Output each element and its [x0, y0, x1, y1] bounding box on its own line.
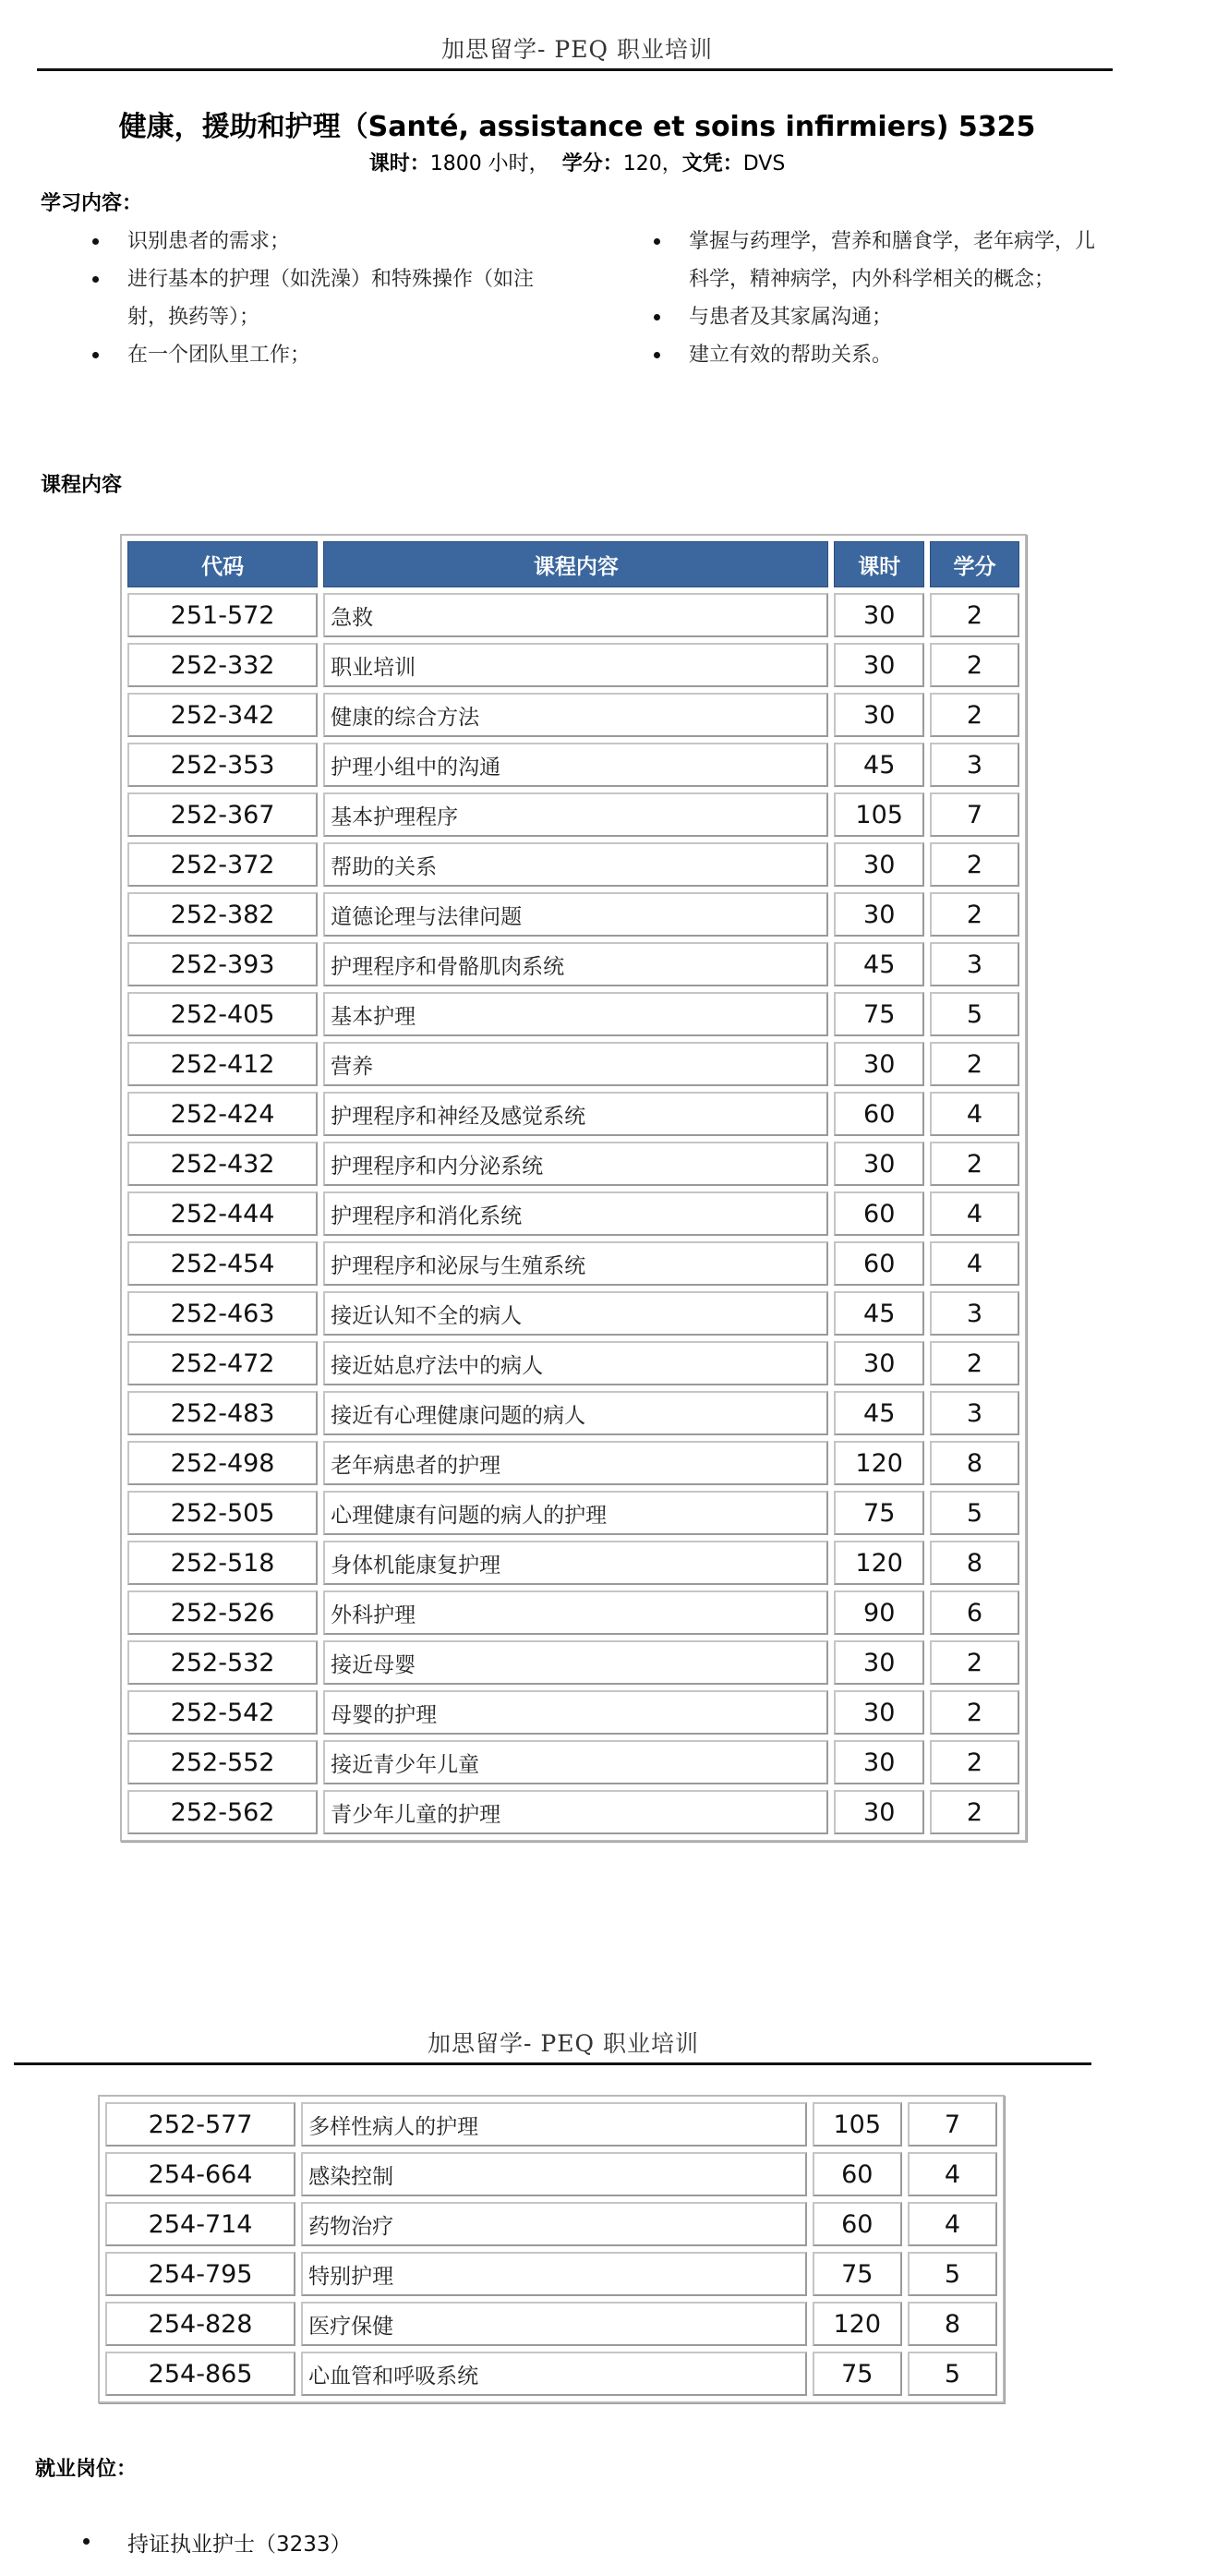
- course-code-cell: 252-532: [127, 1640, 318, 1685]
- course-hours-cell: 30: [834, 842, 923, 887]
- course-code-cell: 252-505: [127, 1491, 318, 1535]
- table-row: [105, 2252, 997, 2296]
- course-hours-cell: 60: [834, 1092, 923, 1136]
- course-code-cell: 252-432: [127, 1142, 318, 1186]
- course-code-cell: 252-498: [127, 1441, 318, 1485]
- course-code-cell: 252-518: [127, 1541, 318, 1585]
- course-code-cell: 254-828: [105, 2302, 295, 2346]
- table-row: [127, 1491, 1019, 1535]
- course-credits-cell: 5: [908, 2252, 997, 2296]
- course-code-cell: 254-664: [105, 2152, 295, 2196]
- course-hours-cell: 30: [834, 693, 923, 737]
- course-name-cell: 接近有心理健康问题的病人: [323, 1391, 828, 1435]
- course-hours-cell: 30: [834, 1790, 923, 1834]
- course-name-cell: 护理小组中的沟通: [323, 743, 828, 787]
- table-header-row: [127, 541, 1019, 587]
- table-row: [127, 792, 1019, 837]
- course-name-cell: 心理健康有问题的病人的护理: [323, 1491, 828, 1535]
- table-row: [105, 2302, 997, 2346]
- course-credits-cell: 2: [930, 1142, 1019, 1186]
- objective-item: 进行基本的护理（如洗澡）和特殊操作（如注射，换药等）；: [85, 260, 565, 336]
- course-name-cell: 健康的综合方法: [323, 693, 828, 737]
- table-row: [127, 992, 1019, 1036]
- course-hours-cell: 120: [834, 1441, 923, 1485]
- course-hours-cell: 30: [834, 1341, 923, 1385]
- course-credits-cell: 3: [930, 942, 1019, 986]
- table-row: [127, 1640, 1019, 1685]
- course-name-cell: 外科护理: [323, 1590, 828, 1635]
- objective-item: 与患者及其家属沟通；: [646, 298, 1108, 336]
- objectives-right-list: [646, 223, 1108, 374]
- page-header: 加思留学- PEQ 职业培训: [441, 36, 713, 63]
- course-code-cell: 252-472: [127, 1341, 318, 1385]
- course-credits-cell: 2: [930, 892, 1019, 937]
- course-name-cell: 感染控制: [301, 2152, 806, 2196]
- course-hours-cell: 30: [834, 1142, 923, 1186]
- course-credits-cell: 2: [930, 593, 1019, 637]
- course-name-cell: 接近认知不全的病人: [323, 1291, 828, 1336]
- course-credits-cell: 7: [908, 2102, 997, 2147]
- course-hours-cell: 120: [813, 2302, 902, 2346]
- header-credits: 学分: [930, 541, 1019, 587]
- course-credits-cell: 3: [930, 1391, 1019, 1435]
- course-hours-cell: 30: [834, 1640, 923, 1685]
- course-code-cell: 252-424: [127, 1092, 318, 1136]
- course-table-continued: [98, 2095, 1005, 2403]
- diploma-label: 文凭：: [681, 152, 743, 175]
- course-credits-cell: 4: [930, 1191, 1019, 1236]
- course-code-cell: 252-526: [127, 1590, 318, 1635]
- course-hours-cell: 45: [834, 942, 923, 986]
- job-item: 持证执业护士（3233）: [35, 2527, 681, 2558]
- course-name-cell: 接近青少年儿童: [323, 1740, 828, 1784]
- course-code-cell: 254-795: [105, 2252, 295, 2296]
- course-code-cell: 252-454: [127, 1241, 318, 1286]
- course-code-cell: 252-562: [127, 1790, 318, 1834]
- course-code-cell: 252-332: [127, 643, 318, 687]
- course-code-cell: 252-463: [127, 1291, 318, 1336]
- course-credits-cell: 2: [930, 693, 1019, 737]
- course-credits-cell: 2: [930, 1341, 1019, 1385]
- credits-label: 学分：: [561, 152, 623, 175]
- table-row: [127, 643, 1019, 687]
- course-name-cell: 急救: [323, 593, 828, 637]
- course-credits-cell: 2: [930, 1740, 1019, 1784]
- table-row: [127, 1142, 1019, 1186]
- course-code-cell: 252-483: [127, 1391, 318, 1435]
- hours-value: 1800 小时，: [429, 152, 549, 175]
- course-credits-cell: 4: [930, 1092, 1019, 1136]
- objective-item: 建立有效的帮助关系。: [646, 336, 1108, 374]
- course-name-cell: 青少年儿童的护理: [323, 1790, 828, 1834]
- course-hours-cell: 105: [813, 2102, 902, 2147]
- program-meta: [0, 148, 1154, 176]
- course-name-cell: 基本护理: [323, 992, 828, 1036]
- credits-value: 120，: [622, 152, 682, 175]
- table-row: [127, 1740, 1019, 1784]
- course-hours-cell: 45: [834, 1291, 923, 1336]
- course-hours-cell: 30: [834, 1740, 923, 1784]
- course-name-cell: 护理程序和泌尿与生殖系统: [323, 1241, 828, 1286]
- course-credits-cell: 2: [930, 1690, 1019, 1735]
- course-code-cell: 252-405: [127, 992, 318, 1036]
- course-code-cell: 252-444: [127, 1191, 318, 1236]
- course-name-cell: 帮助的关系: [323, 842, 828, 887]
- table-row: [105, 2102, 997, 2147]
- course-name-cell: 老年病患者的护理: [323, 1441, 828, 1485]
- objective-item: 掌握与药理学，营养和膳食学，老年病学，儿科学，精神病学，内外科学相关的概念；: [646, 223, 1108, 298]
- diploma-value: DVS: [742, 152, 786, 175]
- course-credits-cell: 5: [930, 992, 1019, 1036]
- course-hours-cell: 75: [813, 2252, 902, 2296]
- table-row: [127, 1092, 1019, 1136]
- course-hours-cell: 45: [834, 1391, 923, 1435]
- course-hours-cell: 75: [834, 992, 923, 1036]
- table-row: [127, 942, 1019, 986]
- course-credits-cell: 6: [930, 1590, 1019, 1635]
- course-hours-cell: 75: [834, 1491, 923, 1535]
- table-row: [105, 2202, 997, 2246]
- course-hours-cell: 30: [834, 1690, 923, 1735]
- course-credits-cell: 4: [908, 2202, 997, 2246]
- course-hours-cell: 30: [834, 643, 923, 687]
- course-code-cell: 252-353: [127, 743, 318, 787]
- course-hours-cell: 120: [834, 1541, 923, 1585]
- course-credits-cell: 3: [930, 1291, 1019, 1336]
- table-row: [127, 1291, 1019, 1336]
- header-code: 代码: [127, 541, 318, 587]
- course-hours-cell: 30: [834, 1042, 923, 1086]
- course-credits-cell: 2: [930, 1042, 1019, 1086]
- objective-item: 识别患者的需求；: [85, 223, 565, 260]
- course-name-cell: 接近母婴: [323, 1640, 828, 1685]
- header-divider: [37, 68, 1113, 71]
- table-row: [105, 2352, 997, 2396]
- table-row: [127, 842, 1019, 887]
- course-code-cell: 252-393: [127, 942, 318, 986]
- course-credits-cell: 4: [930, 1241, 1019, 1286]
- table-row: [127, 1391, 1019, 1435]
- table-row: [127, 1590, 1019, 1635]
- course-name-cell: 护理程序和内分泌系统: [323, 1142, 828, 1186]
- table-row: [127, 1341, 1019, 1385]
- objective-item: 在一个团队里工作；: [85, 336, 565, 374]
- course-code-cell: 252-577: [105, 2102, 295, 2147]
- table-row: [105, 2152, 997, 2196]
- course-code-cell: 252-412: [127, 1042, 318, 1086]
- course-credits-cell: 4: [908, 2152, 997, 2196]
- course-credits-cell: 8: [930, 1441, 1019, 1485]
- course-code-cell: 252-542: [127, 1690, 318, 1735]
- course-table: [120, 534, 1027, 1842]
- course-hours-cell: 30: [834, 593, 923, 637]
- course-name-cell: 基本护理程序: [323, 792, 828, 837]
- course-hours-cell: 30: [834, 892, 923, 937]
- course-code-cell: 252-372: [127, 842, 318, 887]
- table-row: [127, 892, 1019, 937]
- course-name-cell: 特别护理: [301, 2252, 806, 2296]
- course-name-cell: 护理程序和神经及感觉系统: [323, 1092, 828, 1136]
- course-hours-cell: 60: [834, 1241, 923, 1286]
- course-hours-cell: 45: [834, 743, 923, 787]
- objectives-title: 学习内容：: [41, 192, 143, 215]
- course-name-cell: 医疗保健: [301, 2302, 806, 2346]
- course-code-cell: 254-714: [105, 2202, 295, 2246]
- course-name-cell: 护理程序和消化系统: [323, 1191, 828, 1236]
- course-credits-cell: 2: [930, 1790, 1019, 1834]
- program-title: 健康，援助和护理（Santé, assistance et soins infirmiers) 5325: [118, 111, 1036, 143]
- table-row: [127, 693, 1019, 737]
- header-hours: 课时: [834, 541, 923, 587]
- course-credits-cell: 2: [930, 1640, 1019, 1685]
- course-credits-cell: 7: [930, 792, 1019, 837]
- jobs-title: 就业岗位：: [35, 2458, 138, 2481]
- table-row: [127, 1790, 1019, 1834]
- course-hours-cell: 60: [813, 2202, 902, 2246]
- course-name-cell: 身体机能康复护理: [323, 1541, 828, 1585]
- jobs-list: [35, 2527, 681, 2558]
- course-name-cell: 多样性病人的护理: [301, 2102, 806, 2147]
- course-name-cell: 道德论理与法律问题: [323, 892, 828, 937]
- table-row: [127, 1541, 1019, 1585]
- course-name-cell: 职业培训: [323, 643, 828, 687]
- course-hours-cell: 60: [813, 2152, 902, 2196]
- table-row: [127, 1441, 1019, 1485]
- table-row: [127, 593, 1019, 637]
- table-row: [127, 743, 1019, 787]
- objectives-left-list: [85, 223, 565, 374]
- table-row: [127, 1042, 1019, 1086]
- course-name-cell: 心血管和呼吸系统: [301, 2352, 806, 2396]
- course-hours-cell: 75: [813, 2352, 902, 2396]
- table-row: [127, 1241, 1019, 1286]
- course-credits-cell: 3: [930, 743, 1019, 787]
- course-name-cell: 接近姑息疗法中的病人: [323, 1341, 828, 1385]
- course-credits-cell: 5: [908, 2352, 997, 2396]
- hours-label: 课时：: [368, 152, 430, 175]
- course-credits-cell: 2: [930, 842, 1019, 887]
- course-credits-cell: 8: [930, 1541, 1019, 1585]
- course-name-cell: 母婴的护理: [323, 1690, 828, 1735]
- header-course: 课程内容: [323, 541, 828, 587]
- header-divider-2: [14, 2062, 1091, 2065]
- course-credits-cell: 5: [930, 1491, 1019, 1535]
- course-credits-cell: 2: [930, 643, 1019, 687]
- course-credits-cell: 8: [908, 2302, 997, 2346]
- course-name-cell: 药物治疗: [301, 2202, 806, 2246]
- course-hours-cell: 105: [834, 792, 923, 837]
- courses-title: 课程内容: [41, 474, 123, 497]
- course-code-cell: 251-572: [127, 593, 318, 637]
- course-name-cell: 护理程序和骨骼肌肉系统: [323, 942, 828, 986]
- course-code-cell: 252-367: [127, 792, 318, 837]
- course-hours-cell: 60: [834, 1191, 923, 1236]
- table-row: [127, 1191, 1019, 1236]
- course-name-cell: 营养: [323, 1042, 828, 1086]
- course-code-cell: 254-865: [105, 2352, 295, 2396]
- table-row: [127, 1690, 1019, 1735]
- page-header-2: 加思留学- PEQ 职业培训: [428, 2030, 699, 2057]
- course-code-cell: 252-382: [127, 892, 318, 937]
- course-hours-cell: 90: [834, 1590, 923, 1635]
- course-code-cell: 252-552: [127, 1740, 318, 1784]
- course-code-cell: 252-342: [127, 693, 318, 737]
